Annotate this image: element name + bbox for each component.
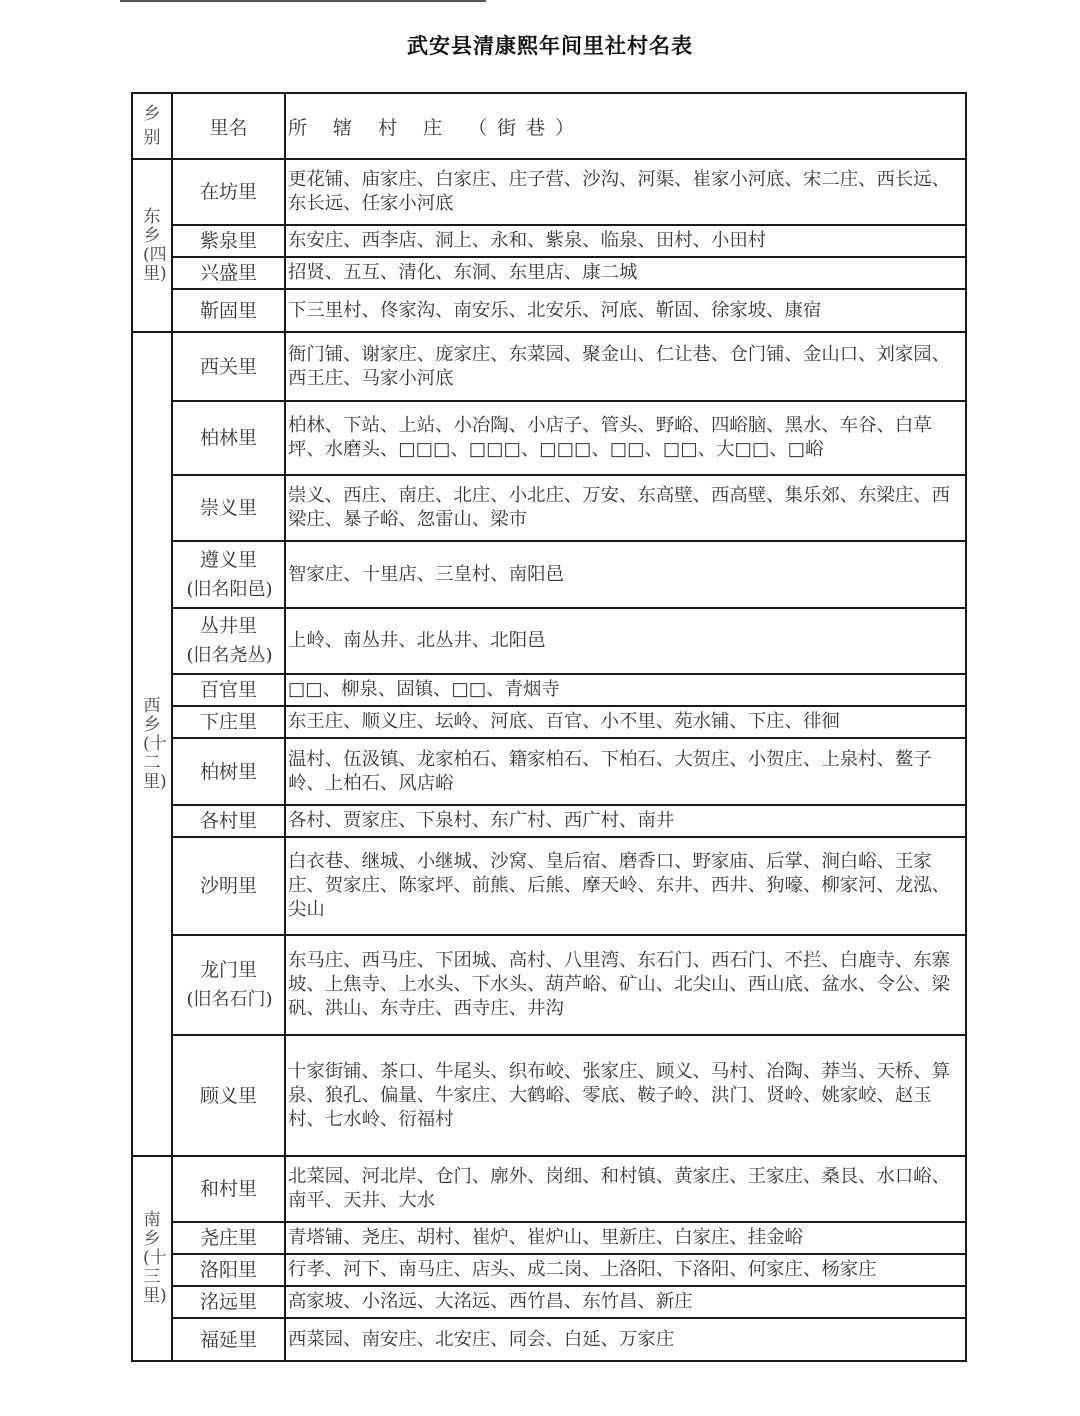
li-name: 顾义里 — [199, 1084, 257, 1107]
villages-text: □□、柳泉、固镇、□□、青烟寺 — [288, 679, 560, 700]
li-name-cell — [172, 257, 285, 289]
table-row — [132, 159, 966, 225]
li-name-cell — [172, 541, 285, 608]
li-name-cell — [172, 1222, 285, 1254]
table-row — [132, 475, 966, 541]
villages-text: 东安庄、西李店、洞上、永和、紫泉、临泉、田村、小田村 — [288, 230, 767, 251]
table-header-row — [132, 93, 966, 159]
table-row — [132, 706, 966, 738]
villages-text: 东马庄、西马庄、下团城、高村、八里湾、东石门、西石门、不拦、白鹿寺、东寨坡、上焦寺、上水头、下水头、葫芦峪、矿山、北尖山、西山底、盆水、令公、梁矾、洪山、东寺庄、西寺庄、井沟 — [288, 950, 951, 1019]
header-villages-cell — [285, 93, 966, 159]
villages-cell — [285, 1035, 966, 1156]
table-row — [132, 805, 966, 837]
villages-cell — [285, 837, 966, 935]
header-villages-label: 所 辖 村 庄 （街巷） — [288, 116, 585, 139]
region-cell-south — [132, 1156, 172, 1361]
li-name: 百官里 — [199, 679, 257, 701]
table-row — [132, 289, 966, 332]
li-name-cell — [172, 225, 285, 257]
villages-text: 招贤、五互、清化、东洞、东里店、康二城 — [288, 262, 638, 283]
li-name-cell — [172, 1035, 285, 1156]
villages-text: 温村、伍汲镇、龙家柏石、籍家柏石、下柏石、大贺庄、小贺庄、上泉村、鳌子岭、上柏石、风店峪 — [288, 748, 932, 794]
li-alias: (旧名石门) — [186, 989, 273, 1010]
villages-text: 上岭、南丛井、北丛井、北阳邑 — [288, 630, 546, 651]
li-name-cell — [172, 935, 285, 1035]
li-name: 丛井里 — [199, 615, 257, 637]
villages-cell — [285, 332, 966, 401]
li-name: 和村里 — [199, 1178, 257, 1200]
li-name-cell — [172, 608, 285, 674]
villages-text: 各村、贾家庄、下泉村、东广村、西广村、南井 — [288, 810, 675, 831]
villages-text: 崇义、西庄、南庄、北庄、小北庄、万安、东高壁、西高壁、集乐郊、东梁庄、西梁庄、暴子峪、忽雷山、梁市 — [288, 485, 951, 530]
villages-text: 白衣巷、继城、小继城、沙窝、皇后宿、磨香口、野家庙、后掌、涧白峪、王家庄、贺家庄、陈家坪、前熊、后熊、摩天岭、东井、西井、狗嚎、柳家河、龙泓、尖山 — [288, 851, 951, 920]
table-row — [132, 1222, 966, 1254]
li-alias: (旧名阳邑) — [186, 578, 273, 600]
region-cell-west — [132, 332, 172, 1156]
region-cell-east — [132, 159, 172, 332]
region-label-west: 西乡(十二里) — [143, 695, 167, 792]
li-name: 兴盛里 — [199, 262, 257, 284]
li-name: 在坊里 — [199, 181, 257, 203]
villages-text: 智家庄、十里店、三皇村、南阳邑 — [288, 563, 564, 585]
villages-cell — [285, 935, 966, 1035]
table-row — [132, 1318, 966, 1361]
villages-cell — [285, 475, 966, 541]
villages-cell — [285, 1318, 966, 1361]
villages-text: 西菜园、南安庄、北安庄、同会、白延、万家庄 — [288, 1328, 675, 1350]
villages-cell — [285, 225, 966, 257]
li-name: 柏树里 — [199, 760, 257, 783]
villages-text: 东王庄、顺义庄、坛岭、河底、百官、小不里、苑水铺、下庄、徘徊 — [288, 711, 840, 732]
li-name-cell — [172, 738, 285, 805]
table-row — [132, 1156, 966, 1222]
document-title: 武安县清康熙年间里社村名表 — [407, 33, 693, 58]
top-rule — [120, 0, 486, 2]
region-label-east: 东乡(四里) — [143, 206, 167, 284]
li-name-cell — [172, 475, 285, 541]
villages-text: 柏林、下站、上站、小冶陶、小店子、管头、野峪、四峪脑、黑水、车谷、白草坪、水磨头、□□□、□□□、□□□、□□、□□、大□□、□峪 — [288, 415, 932, 460]
li-name-cell — [172, 1254, 285, 1286]
villages-cell — [285, 1286, 966, 1318]
li-name: 紫泉里 — [199, 230, 257, 252]
li-name-cell — [172, 159, 285, 225]
li-name: 下庄里 — [199, 711, 257, 733]
villages-cell — [285, 257, 966, 289]
li-name-cell — [172, 674, 285, 706]
li-name: 沙明里 — [199, 875, 257, 897]
villages-cell — [285, 1254, 966, 1286]
table-row — [132, 738, 966, 805]
villages-text: 青塔铺、尧庄、胡村、崔炉、崔炉山、里新庄、白家庄、挂金峪 — [288, 1227, 803, 1248]
li-name: 靳固里 — [199, 299, 257, 322]
table-row — [132, 1035, 966, 1156]
li-name-cell — [172, 1286, 285, 1318]
village-roster-table — [131, 92, 967, 1362]
li-name-cell — [172, 332, 285, 401]
villages-cell — [285, 805, 966, 837]
villages-cell — [285, 706, 966, 738]
li-name: 柏林里 — [199, 427, 257, 449]
li-name: 龙门里 — [199, 959, 257, 981]
li-name-cell — [172, 1318, 285, 1361]
li-name: 遵义里 — [199, 548, 257, 571]
villages-text: 行孝、河下、南马庄、店头、成二岗、上洛阳、下洛阳、何家庄、杨家庄 — [288, 1259, 877, 1280]
villages-text: 更花铺、庙家庄、白家庄、庄子营、沙沟、河渠、崔家小河底、宋二庄、西长远、东长远、任家小河底 — [288, 169, 951, 214]
li-name: 西关里 — [199, 355, 257, 378]
table-row — [132, 837, 966, 935]
li-name-cell — [172, 837, 285, 935]
table-row — [132, 608, 966, 674]
li-name: 洺远里 — [199, 1291, 257, 1313]
table-row — [132, 541, 966, 608]
table-row — [132, 225, 966, 257]
li-name-cell — [172, 706, 285, 738]
li-name: 福延里 — [199, 1328, 257, 1351]
li-name: 尧庄里 — [199, 1227, 257, 1249]
region-label-south: 南乡(十三里) — [143, 1210, 167, 1306]
li-alias: (旧名尧丛) — [186, 645, 273, 666]
villages-text: 高家坡、小洺远、大洺远、西竹昌、东竹昌、新庄 — [288, 1291, 693, 1312]
table-row — [132, 1254, 966, 1286]
villages-cell — [285, 1222, 966, 1254]
header-li-label: 里名 — [209, 116, 248, 139]
villages-text: 下三里村、佟家沟、南安乐、北安乐、河底、靳固、徐家坡、康宿 — [288, 299, 822, 321]
li-name: 各村里 — [199, 810, 257, 832]
table-row — [132, 257, 966, 289]
li-name: 洛阳里 — [199, 1259, 257, 1281]
li-name-cell — [172, 401, 285, 475]
table-row — [132, 401, 966, 475]
villages-text: 十家街铺、茶口、牛尾头、织布峧、张家庄、顾义、马村、冶陶、莽当、天桥、算泉、狼孔、偏量、牛家庄、大鹤峪、零底、鞍子岭、洪门、贤岭、姚家峧、赵玉村、七水岭、衍福村 — [288, 1060, 951, 1130]
villages-text: 衙门铺、谢家庄、庞家庄、东菜园、聚金山、仁让巷、仓门铺、金山口、刘家园、西王庄、马家小河底 — [288, 343, 951, 389]
li-name-cell — [172, 805, 285, 837]
li-name-cell — [172, 1156, 285, 1222]
header-xiang-cell — [132, 93, 172, 159]
villages-cell — [285, 738, 966, 805]
villages-cell — [285, 159, 966, 225]
header-li-cell — [172, 93, 285, 159]
villages-cell — [285, 401, 966, 475]
header-xiang-label: 乡别 — [143, 104, 161, 148]
table-row — [132, 674, 966, 706]
villages-cell — [285, 289, 966, 332]
table-row — [132, 935, 966, 1035]
villages-cell — [285, 541, 966, 608]
li-name: 崇义里 — [199, 497, 257, 519]
villages-text: 北菜园、河北岸、仓门、廓外、岗细、和村镇、黄家庄、王家庄、桑艮、水口峪、南平、天井、大水 — [288, 1166, 951, 1211]
villages-cell — [285, 674, 966, 706]
li-name-cell — [172, 289, 285, 332]
table-row — [132, 1286, 966, 1318]
table-row — [132, 332, 966, 401]
villages-cell — [285, 608, 966, 674]
villages-cell — [285, 1156, 966, 1222]
